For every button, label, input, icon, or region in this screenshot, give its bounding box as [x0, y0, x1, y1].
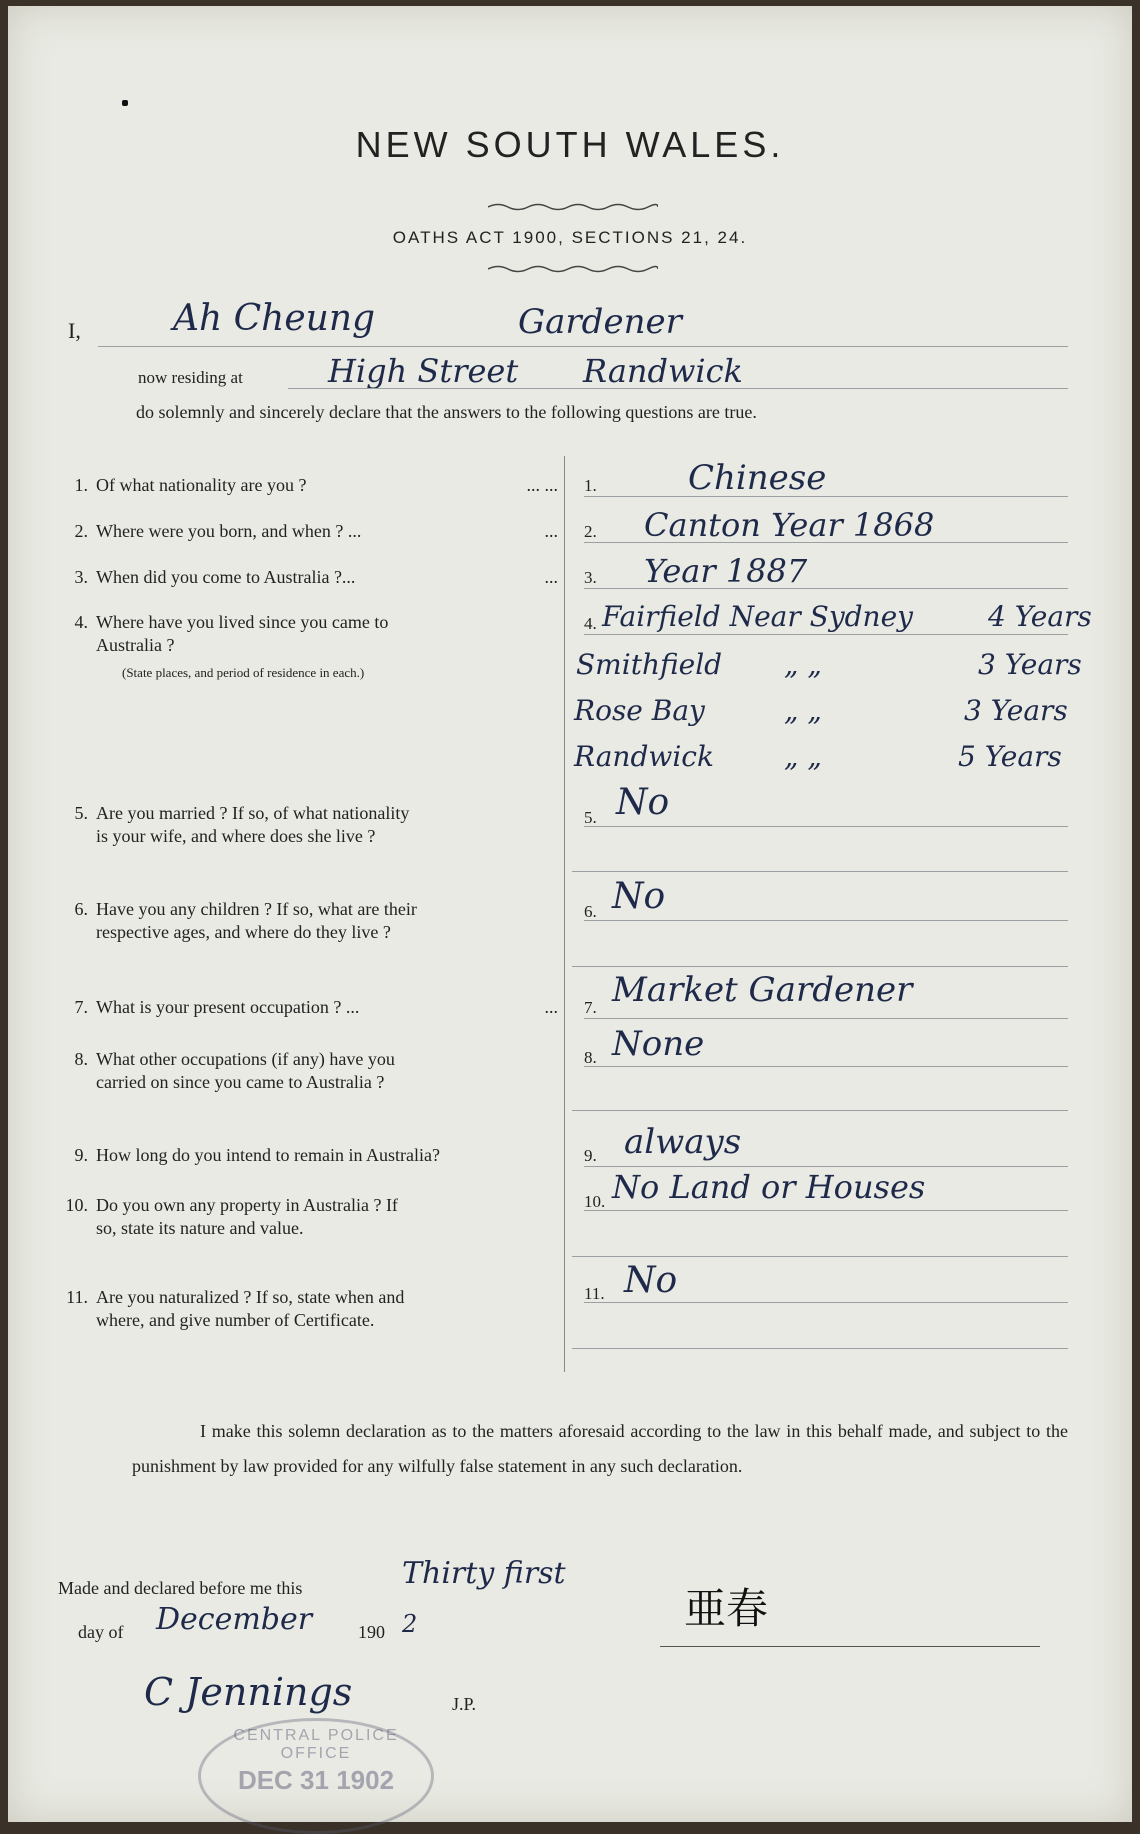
- question-4: 4. Where have you lived since you came to Australia ? (State places, and period of residence in each.): [58, 611, 558, 684]
- residing-label: now residing at: [138, 368, 243, 387]
- declarant-occupation: Gardener: [518, 302, 682, 342]
- day-of-label: day of: [78, 1622, 124, 1642]
- answer-line-10b: [572, 1256, 1068, 1257]
- answer-number: 2.: [584, 522, 597, 541]
- residence-1-period: 4 Years: [988, 600, 1092, 633]
- question-8: 8. What other occupations (if any) have you carried on since you came to Australia ?: [74, 1049, 395, 1092]
- made-declared-label: Made and declared before me this: [58, 1578, 303, 1598]
- column-divider: [564, 456, 565, 1372]
- ink-speck: [122, 100, 128, 106]
- residence-3-ditto: „ „: [784, 694, 822, 727]
- declarant-chinese-signature: 亜春: [684, 1584, 769, 1633]
- residence-2-period: 3 Years: [978, 648, 1082, 681]
- residence-4-place: Randwick: [574, 740, 714, 773]
- answer-number: 1.: [584, 476, 597, 495]
- answer-number: 3.: [584, 568, 597, 587]
- declarant-prefix: I,: [68, 318, 81, 343]
- year-suffix: 2: [402, 1610, 418, 1638]
- declarant-name: Ah Cheung: [173, 298, 376, 339]
- question-10: 10. Do you own any property in Australia ? If so, state its nature and value.: [65, 1195, 398, 1238]
- residence-3-place: Rose Bay: [574, 694, 705, 727]
- answer-10-property: No Land or Houses: [612, 1168, 926, 1206]
- answer-number: 10.: [584, 1192, 606, 1211]
- answer-number: 9.: [584, 1146, 597, 1165]
- solemn-declaration-text: I make this solemn declaration as to the matters aforesaid according to the law in this behalf made, and subject to the punishment by law provided for any wilfully false statement in any such declaration.: [132, 1421, 1068, 1476]
- residence-line: [288, 388, 1068, 389]
- residence-2-place: Smithfield: [576, 648, 723, 681]
- declared-day: Thirty first: [402, 1556, 566, 1591]
- residence-street: High Street: [328, 352, 519, 390]
- residence-2-ditto: „ „: [784, 648, 822, 681]
- answer-8-other-occupations: None: [612, 1024, 705, 1064]
- answer-line-9: [584, 1166, 1068, 1167]
- residence-4-ditto: „ „: [784, 740, 822, 773]
- answer-5-married: No: [616, 782, 670, 823]
- answer-line-6b: [572, 966, 1068, 967]
- answer-line-4: [584, 634, 1068, 635]
- justice-signature: C Jennings: [144, 1670, 353, 1714]
- question-7: 7. What is your present occupation ? ... ...: [74, 997, 558, 1017]
- answer-line-11: [584, 1302, 1068, 1303]
- answer-line-10: [584, 1210, 1068, 1211]
- residence-4-period: 5 Years: [958, 740, 1062, 773]
- question-4-note: (State places, and period of residence in each.): [122, 665, 365, 680]
- answer-9-intended-stay: always: [624, 1122, 742, 1162]
- answer-number: 11.: [584, 1284, 605, 1303]
- answer-number: 4.: [584, 614, 597, 633]
- answer-6-children: No: [612, 876, 666, 917]
- year-prefix: 190: [358, 1622, 385, 1642]
- answer-3-arrival: Year 1887: [644, 552, 808, 590]
- answer-7-occupation: Market Gardener: [612, 970, 913, 1010]
- answer-line-11b: [572, 1348, 1068, 1349]
- answer-line-5: [584, 826, 1068, 827]
- signature-line: [660, 1646, 1040, 1647]
- document-subtitle: OATHS ACT 1900, SECTIONS 21, 24.: [392, 228, 748, 247]
- answer-number: 7.: [584, 998, 597, 1017]
- answer-11-naturalized: No: [624, 1260, 678, 1301]
- question-5: 5. Are you married ? If so, of what nationality is your wife, and where does she live ?: [74, 803, 410, 846]
- question-6: 6. Have you any children ? If so, what are their respective ages, and where do they live ?: [74, 899, 417, 942]
- decorative-wave-divider: [488, 264, 658, 274]
- declaration-page: [8, 6, 1132, 1822]
- answer-line-7: [584, 1018, 1068, 1019]
- answer-number: 8.: [584, 1048, 597, 1067]
- answer-line-8b: [572, 1110, 1068, 1111]
- declaration-intro: do solemnly and sincerely declare that the answers to the following questions are true.: [136, 402, 757, 422]
- question-9: 9. How long do you intend to remain in Australia?: [74, 1145, 440, 1165]
- question-2: 2. Where were you born, and when ? ... ...: [74, 521, 558, 541]
- police-office-stamp: CENTRAL POLICE OFFICE DEC 31 1902: [198, 1718, 434, 1834]
- residence-1-place: Fairfield Near Sydney: [602, 600, 913, 633]
- residence-3-period: 3 Years: [964, 694, 1068, 727]
- answer-2-birthplace: Canton Year 1868: [644, 506, 935, 544]
- answer-number: 5.: [584, 808, 597, 827]
- residence-suburb: Randwick: [583, 352, 743, 390]
- question-3: 3. When did you come to Australia ?... ...: [74, 567, 558, 587]
- name-line: [98, 346, 1068, 347]
- jp-label: J.P.: [452, 1694, 477, 1714]
- question-11: 11. Are you naturalized ? If so, state when and where, and give number of Certificate.: [66, 1287, 405, 1330]
- answer-line-6: [584, 920, 1068, 921]
- document-title: NEW SOUTH WALES.: [355, 124, 785, 165]
- answer-line-8: [584, 1066, 1068, 1067]
- question-1: 1. Of what nationality are you ? ... ...: [74, 475, 558, 495]
- answer-number: 6.: [584, 902, 597, 921]
- answer-1-nationality: Chinese: [688, 458, 827, 498]
- declared-month: December: [156, 1602, 313, 1637]
- decorative-wave-divider: [488, 202, 658, 212]
- answer-line-5b: [572, 871, 1068, 872]
